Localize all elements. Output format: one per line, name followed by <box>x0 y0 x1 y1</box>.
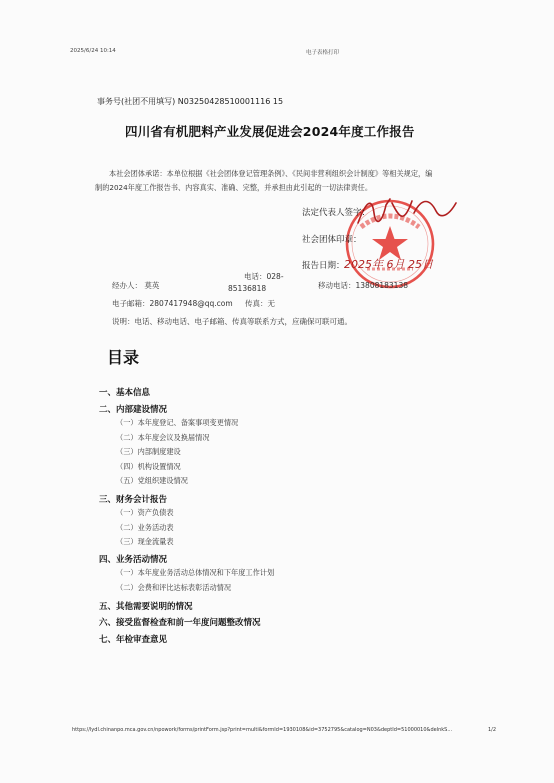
toc-subitem: （一）本年度业务活动总体情况和下年度工作计划 <box>116 568 275 577</box>
toc-section: 一、基本信息 <box>99 388 151 398</box>
toc-subitem: （四）机构设置情况 <box>116 461 181 471</box>
record-number-line <box>97 96 283 107</box>
toc-section: 六、接受监督检查和前一年度问题整改情况 <box>99 618 261 628</box>
toc-heading: 目录 <box>107 348 140 367</box>
handler-name: 经办人： 莫英 <box>112 281 160 290</box>
footer-page-number: 1/2 <box>488 727 497 733</box>
document-title: 四川省有机肥料产业发展促进会2024年度工作报告 <box>125 124 415 139</box>
legal-rep-label: 法定代表人签字： <box>302 208 371 218</box>
print-header-title: 电子表格打印 <box>306 50 340 56</box>
toc-subitem: （二）业务活动表 <box>116 522 174 532</box>
toc-section: 五、其他需要说明的情况 <box>99 602 193 612</box>
footer-url: https://lydl.chinanpo.mca.gov.cn/npowork/forms/printForm.jsp?print=multi&formId=1930108&id=3752795&catalog=N03&deptId=51000010&delnkS... <box>72 727 453 733</box>
toc-subitem: （三）现金流量表 <box>116 537 174 547</box>
report-date-value: 2025年 6月 25日 <box>344 258 433 271</box>
phone-label: 电话：028- <box>244 272 284 281</box>
contact-note: 说明：电话、移动电话、电子邮箱、传真等联系方式，应确保可联可通。 <box>112 317 352 326</box>
phone-number: 85136818 <box>228 284 267 293</box>
toc-section: 三、财务会计报告 <box>99 495 168 505</box>
report-date-label: 报告日期： <box>302 261 345 271</box>
toc-subitem: （二）本年度会议及换届情况 <box>116 432 210 442</box>
print-datetime: 2025/6/24 10:14 <box>70 48 116 54</box>
seal-label: 社会团体印章： <box>302 235 362 245</box>
toc-section: 二、内部建设情况 <box>99 405 168 415</box>
commitment-line-1: 本社会团体承诺：本单位根据《社会团体登记管理条例》、《民间非营利组织会计制度》等相关规定，编 <box>109 169 433 178</box>
commitment-line-2: 制的2024年度工作报告书、内容真实、准确、完整，并承担由此引起的一切法律责任。 <box>95 183 373 192</box>
toc-subitem: （三）内部制度建设 <box>116 447 181 457</box>
record-number: N03250428510001116 15 <box>177 97 284 106</box>
toc-subitem: （一）资产负债表 <box>116 508 174 517</box>
fax: 传真：无 <box>245 299 275 308</box>
toc-section: 七、年检审查意见 <box>99 635 168 645</box>
email: 电子邮箱：2807417948@qq.com <box>112 299 233 308</box>
toc-section: 四、业务活动情况 <box>99 555 168 565</box>
toc-subitem: （二）会费和评比达标表彰活动情况 <box>116 582 232 592</box>
toc-subitem: （五）党组织建设情况 <box>116 476 188 486</box>
mobile-phone: 移动电话：13808183138 <box>318 281 408 290</box>
commitment-text <box>95 167 505 195</box>
record-label: 事务号(社团不用填写) <box>97 97 176 106</box>
toc-subitem: （一）本年度登记、备案事项变更情况 <box>116 418 239 427</box>
